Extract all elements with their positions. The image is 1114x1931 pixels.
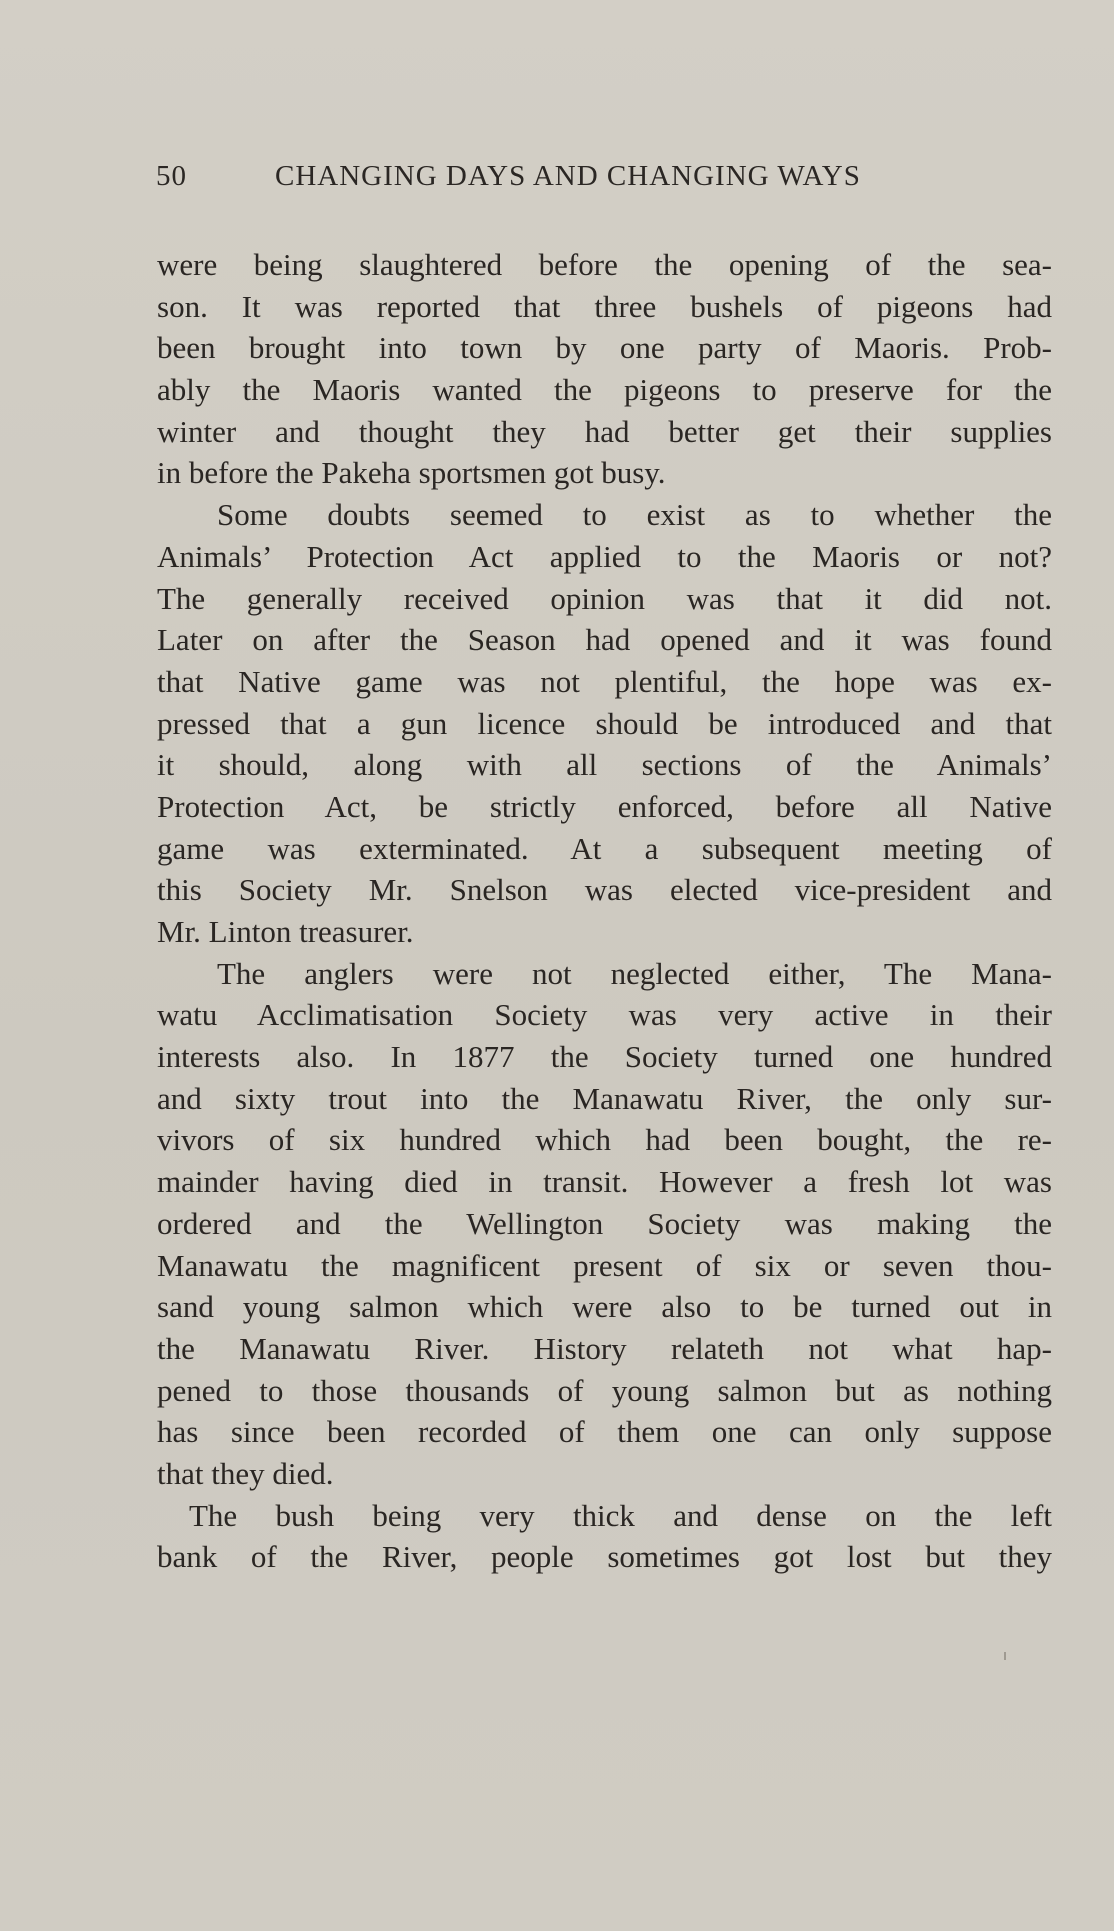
text-line: winter and thought they had better get their supplies — [157, 413, 1052, 449]
text-line: game was exterminated. At a subsequent meeting of — [157, 830, 1052, 866]
text-line: mainder having died in transit. However a fresh lot was — [157, 1164, 1052, 1200]
text-line: that they died. — [157, 1455, 334, 1491]
text-line: The bush being very thick and dense on the left — [189, 1497, 1052, 1533]
scan-mark — [1004, 1652, 1006, 1660]
text-line: and sixty trout into the Manawatu River, the only sur- — [157, 1080, 1052, 1116]
text-line: bank of the River, people sometimes got lost but they — [157, 1539, 1052, 1575]
text-line: Manawatu the magnificent present of six or seven thou- — [157, 1247, 1052, 1283]
text-line: in before the Pakeha sportsmen got busy. — [157, 455, 666, 491]
text-line: been brought into town by one party of Maoris. Prob- — [157, 330, 1052, 366]
text-line: has since been recorded of them one can only suppose — [157, 1414, 1052, 1450]
text-line: ably the Maoris wanted the pigeons to preserve for the — [157, 372, 1052, 408]
text-line: Animals’ Protection Act applied to the Maoris or not? — [157, 538, 1052, 574]
text-line: this Society Mr. Snelson was elected vice-president and — [157, 872, 1052, 908]
text-line: that Native game was not plentiful, the hope was ex- — [157, 663, 1052, 699]
text-line: were being slaughtered before the opening of the sea- — [157, 247, 1052, 282]
running-head — [156, 160, 956, 200]
text-line: the Manawatu River. History relateth not what hap- — [157, 1330, 1052, 1366]
text-line: Protection Act, be strictly enforced, before all Native — [157, 788, 1052, 824]
running-title: CHANGING DAYS AND CHANGING WAYS — [275, 160, 861, 192]
text-line: The generally received opinion was that it did not. — [157, 580, 1052, 616]
text-line: ordered and the Wellington Society was making the — [157, 1205, 1052, 1241]
text-line: sand young salmon which were also to be turned out in — [157, 1289, 1052, 1325]
text-line: Later on after the Season had opened and it was found — [157, 622, 1052, 658]
page-number: 50 — [156, 160, 187, 192]
text-line: pressed that a gun licence should be introduced and that — [157, 705, 1052, 741]
text-body — [157, 244, 1052, 1578]
text-line: Some doubts seemed to exist as to whether the — [217, 497, 1052, 533]
text-line: The anglers were not neglected either, The Mana- — [217, 955, 1052, 991]
text-line: son. It was reported that three bushels of pigeons had — [157, 288, 1052, 324]
text-line: pened to those thousands of young salmon but as nothing — [157, 1372, 1052, 1408]
text-line: watu Acclimatisation Society was very active in their — [157, 997, 1052, 1033]
text-line: Mr. Linton treasurer. — [157, 914, 414, 949]
text-line: interests also. In 1877 the Society turned one hundred — [157, 1039, 1052, 1075]
text-line: vivors of six hundred which had been bought, the re- — [157, 1122, 1052, 1158]
text-line: it should, along with all sections of the Animals’ — [157, 747, 1052, 783]
